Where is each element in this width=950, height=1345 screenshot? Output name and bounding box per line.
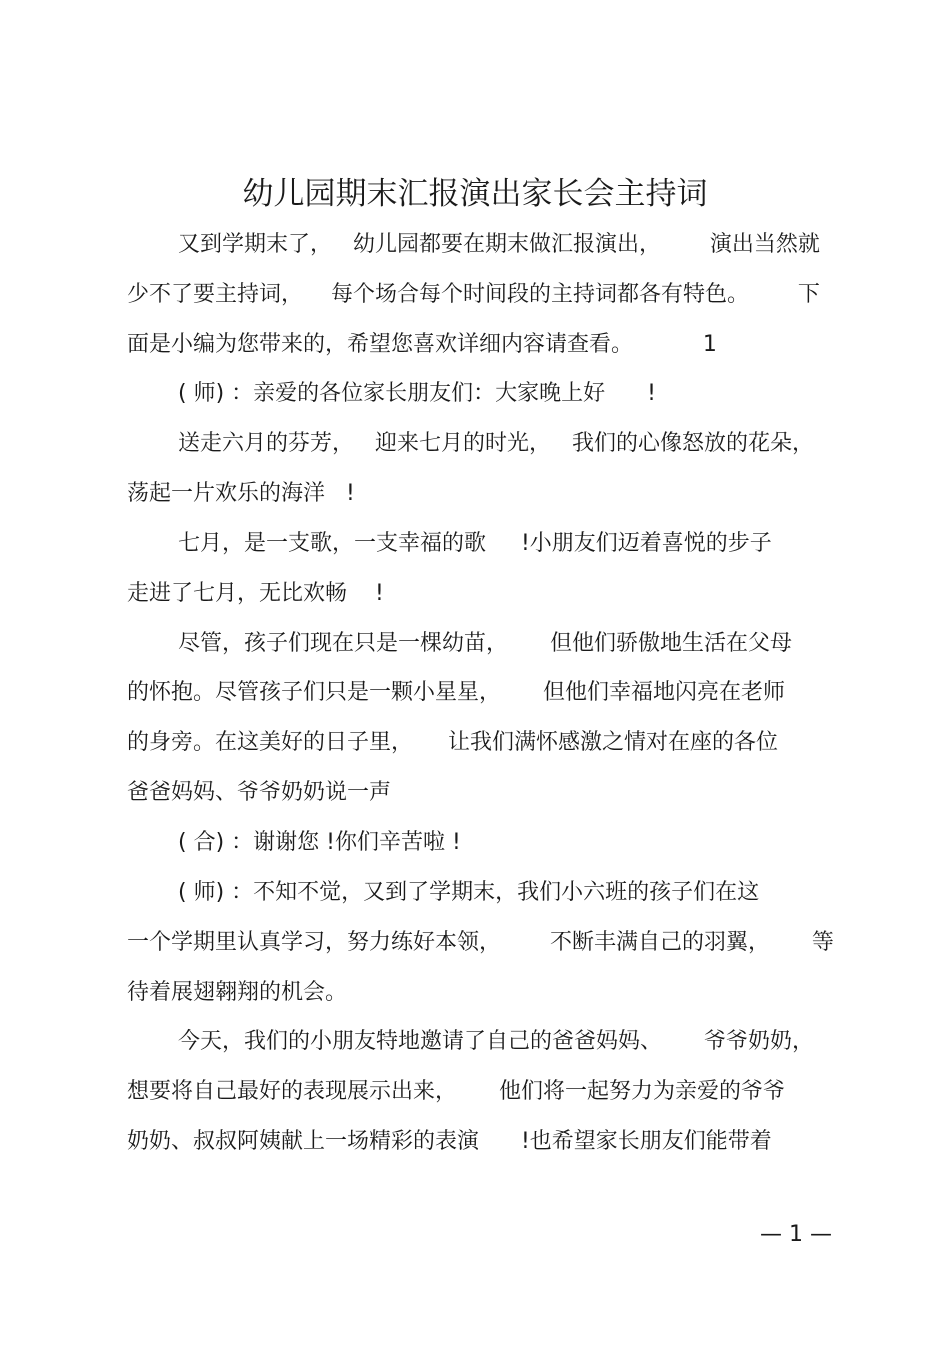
text-line: ( 师) ：亲爱的各位家长朋友们：大家晚上好 ! xyxy=(178,381,656,406)
text-line: 少不了要主持词， 每个场合每个时间段的主持词都各有特色。 下 xyxy=(127,282,820,307)
text-line: 想要将自己最好的表现展示出来， 他们将一起努力为亲爱的爷爷 xyxy=(127,1079,785,1104)
text-line: 送走六月的芬芳， 迎来七月的时光， 我们的心像怒放的花朵， xyxy=(178,431,814,456)
text-line: 七月，是一支歌，一支幸福的歌 !小朋友们迈着喜悦的步子 xyxy=(178,531,772,556)
text-line: ( 合) ：谢谢您 !你们辛苦啦 ! xyxy=(178,830,461,855)
text-line: 爸爸妈妈、爷爷奶奶说一声 xyxy=(127,780,392,805)
text-line: 尽管，孩子们现在只是一棵幼苗， 但他们骄傲地生活在父母 xyxy=(178,631,792,656)
page-number: — 1 — xyxy=(760,1222,832,1247)
text-line: 又到学期末了， 幼儿园都要在期末做汇报演出， 演出当然就 xyxy=(178,232,820,257)
document-title: 幼儿园期末汇报演出家长会主持词 xyxy=(242,176,708,212)
text-line: 的身旁。在这美好的日子里， 让我们满怀感激之情对在座的各位 xyxy=(127,730,778,755)
text-line: ( 师) ：不知不觉，又到了学期末，我们小六班的孩子们在这 xyxy=(178,880,760,905)
text-line: 待着展翅翱翔的机会。 xyxy=(127,980,348,1005)
text-line: 今天，我们的小朋友特地邀请了自己的爸爸妈妈、 爷爷奶奶， xyxy=(178,1029,814,1054)
text-line: 的怀抱。尽管孩子们只是一颗小星星， 但他们幸福地闪亮在老师 xyxy=(127,680,785,705)
text-line: 走进了七月，无比欢畅 ! xyxy=(127,581,384,606)
text-line: 奶奶、叔叔阿姨献上一场精彩的表演 !也希望家长朋友们能带着 xyxy=(127,1129,772,1154)
text-line: 一个学期里认真学习，努力练好本领， 不断丰满自己的羽翼， 等 xyxy=(127,930,834,955)
text-line: 荡起一片欢乐的海洋 ! xyxy=(127,481,355,506)
text-line: 面是小编为您带来的，希望您喜欢详细内容请查看。 1 xyxy=(127,332,717,357)
